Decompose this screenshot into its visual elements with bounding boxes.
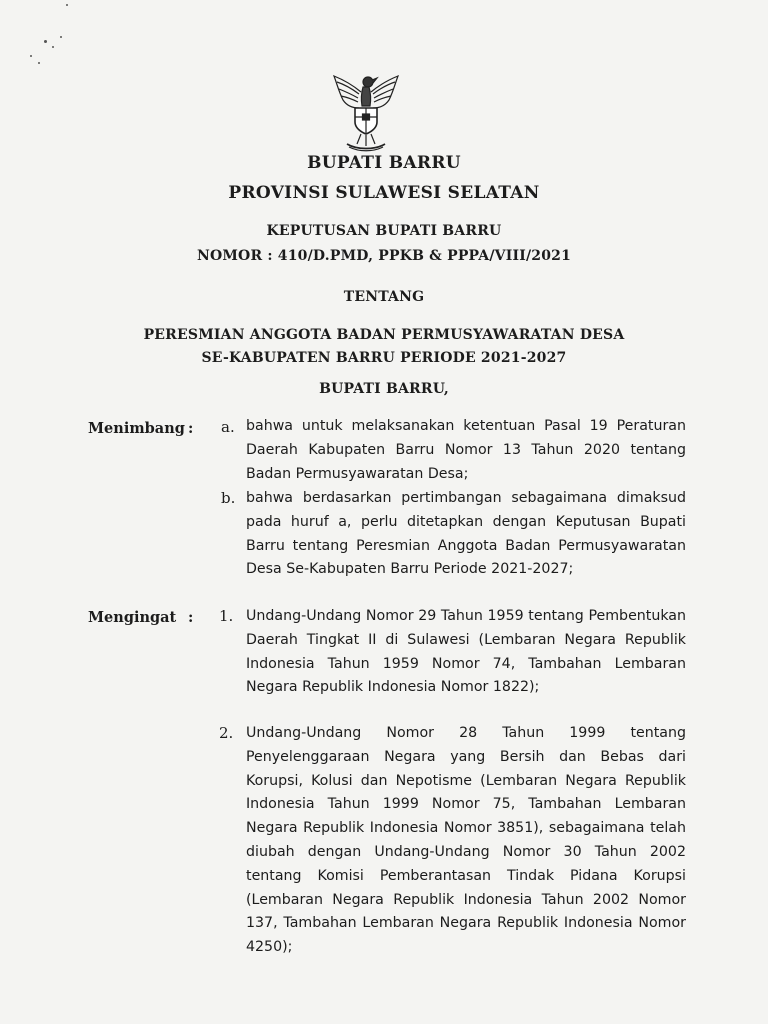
menimbang-a-marker: a. — [221, 418, 235, 436]
menimbang-a-text: bahwa untuk melaksanakan ketentuan Pasal 19 Peraturan Daerah Kabupaten Barru Nomor 13 Tahun 2020 tentang Badan Permusyawaratan Desa; — [246, 418, 686, 482]
menimbang-colon: : — [188, 420, 194, 437]
decree-title: KEPUTUSAN BUPATI BARRU — [266, 223, 502, 239]
mengingat-2-marker: 2. — [219, 724, 234, 742]
menimbang-b-text: bahwa berdasarkan pertimbangan sebagaimana dimaksud pada huruf a, perlu ditetapkan dengan Keputusan Bupati Barru tentang Peresmian Anggota Badan Permusyawaratan Desa Se-Kabupaten Barru Periode 2021-2027; — [246, 490, 686, 578]
decree-number: NOMOR : 410/D.PMD, PPKB & PPPA/VIII/2021 — [196, 248, 572, 264]
issuer-heading: BUPATI BARRU, — [319, 381, 449, 397]
mengingat-1-text: Undang-Undang Nomor 29 Tahun 1959 tentang Pembentukan Daerah Tingkat II di Sulawesi (Lembaran Negara Republik Indonesia Tahun 1959 Nomor 74, Tambahan Lembaran Negara Republik Indonesia Nomor 1822); — [246, 608, 686, 696]
menimbang-label: Menimbang — [88, 420, 185, 437]
about-label: TENTANG — [343, 289, 425, 305]
mengingat-1-marker: 1. — [219, 607, 234, 625]
office-heading: BUPATI BARRU — [307, 153, 461, 173]
subject-line-1: PERESMIAN ANGGOTA BADAN PERMUSYAWARATAN DESA — [143, 327, 625, 343]
province-heading: PROVINSI SULAWESI SELATAN — [228, 183, 540, 203]
menimbang-b-marker: b. — [221, 489, 236, 507]
garuda-pancasila-emblem-icon — [331, 70, 401, 152]
mengingat-colon: : — [188, 609, 194, 626]
mengingat-2-text: Undang-Undang Nomor 28 Tahun 1999 tentang Penyelenggaraan Negara yang Bersih dan Bebas dari Korupsi, Kolusi dan Nepotisme (Lembaran Negara Republik Indonesia Tahun 1999 Nomor 75, Tambahan Lembaran Negara Republik Indonesia Nomor 3851), sebagaimana telah diubah dengan Undang-Undang Nomor 30 Tahun 2002 tentang Komisi Pemberantasan Tindak Pidana Korupsi (Lembaran Negara Republik Indonesia Tahun 2002 Nomor 137, Tambahan Lembaran Negara Republik Indonesia Nomor 4250); — [246, 725, 686, 956]
mengingat-label: Mengingat — [88, 609, 177, 626]
subject-line-2: SE-KABUPATEN BARRU PERIODE 2021-2027 — [201, 350, 567, 366]
